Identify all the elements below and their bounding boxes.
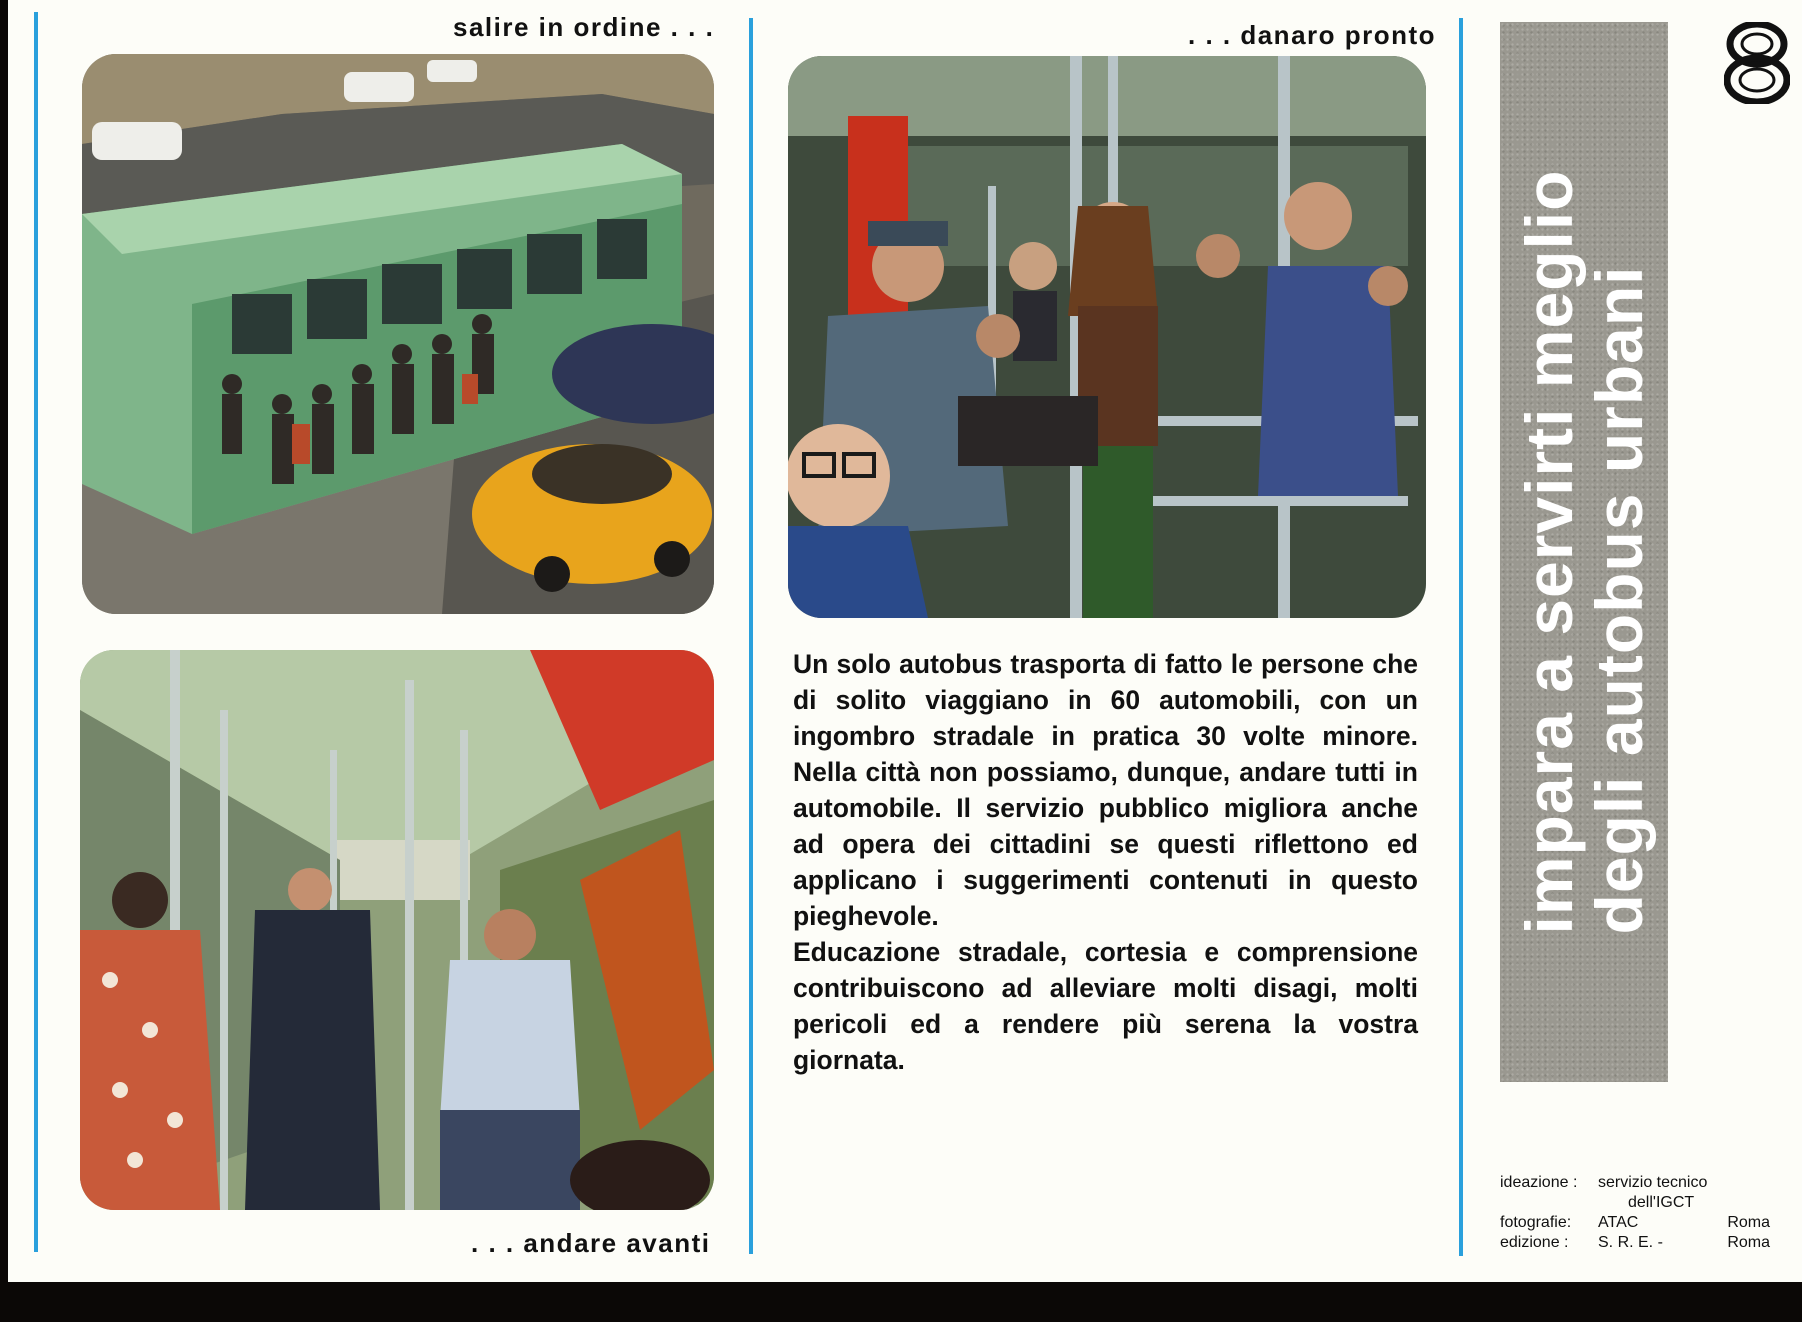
- credit-ideazione-cont: dell'IGCT: [1628, 1194, 1695, 1211]
- left-column-rule: [34, 12, 38, 1252]
- bus-boarding-photo: [82, 54, 714, 614]
- body-paragraph-1: Un solo autobus trasporta di fatto le persone che di solito viaggiano in 60 automobili, con un ingombro stradale in pratica 30 volte minore. Nella città non possiamo, dunque, andare tutti in automobile. Il servizio pubblico migliora anche ad opera dei cittadini se questi riflettono ed applicano i suggerimenti contenuti in questo pieghevole.: [793, 649, 1418, 931]
- credit-fotografie-value: ATAC: [1598, 1214, 1639, 1231]
- title-banner: [1500, 22, 1668, 1082]
- caption-andare-avanti: . . . andare avanti: [471, 1228, 711, 1258]
- credit-ideazione: [1500, 1173, 1770, 1193]
- credit-ideazione-value: servizio tecnico: [1598, 1174, 1708, 1191]
- caption-salire-in-ordine: salire in ordine . . .: [453, 12, 715, 42]
- credit-ideazione-label: ideazione :: [1500, 1174, 1578, 1191]
- body-paragraph-2: Educazione stradale, cortesia e comprensione contribuiscono ad alleviare molti disagi, molti pericoli ed a rendere più serena la vostra giornata.: [793, 937, 1418, 1075]
- bus-interior-photo: [80, 650, 714, 1210]
- brochure-page: [8, 0, 1802, 1282]
- banner-title: [1514, 170, 1654, 935]
- credit-fotografie-label: fotografie:: [1500, 1214, 1572, 1231]
- credit-fotografie: [1500, 1213, 1770, 1233]
- banner-title-line-1: impara a servirti meglio: [1512, 169, 1586, 935]
- fare-payment-photo: [788, 56, 1426, 618]
- credit-edizione-city: Roma: [1727, 1234, 1770, 1251]
- bus-interior-illustration: [80, 650, 714, 1210]
- credit-edizione-value: S. R. E. -: [1598, 1234, 1663, 1251]
- caption-danaro-pronto: . . . danaro pronto: [1188, 20, 1437, 50]
- page-number: [1724, 22, 1790, 104]
- banner-title-line-2: degli autobus urbani: [1582, 265, 1656, 935]
- page-number-8-glyph: [1724, 22, 1790, 104]
- credit-edizione: [1500, 1233, 1770, 1253]
- bus-boarding-illustration: [82, 54, 714, 614]
- credits-block: [1500, 1173, 1770, 1253]
- fare-payment-illustration: [788, 56, 1426, 618]
- right-column-rule: [1459, 18, 1463, 1256]
- center-column-rule: [749, 18, 753, 1254]
- body-text: [793, 646, 1418, 1078]
- credit-edizione-label: edizione :: [1500, 1234, 1569, 1251]
- credit-fotografie-city: Roma: [1727, 1214, 1770, 1231]
